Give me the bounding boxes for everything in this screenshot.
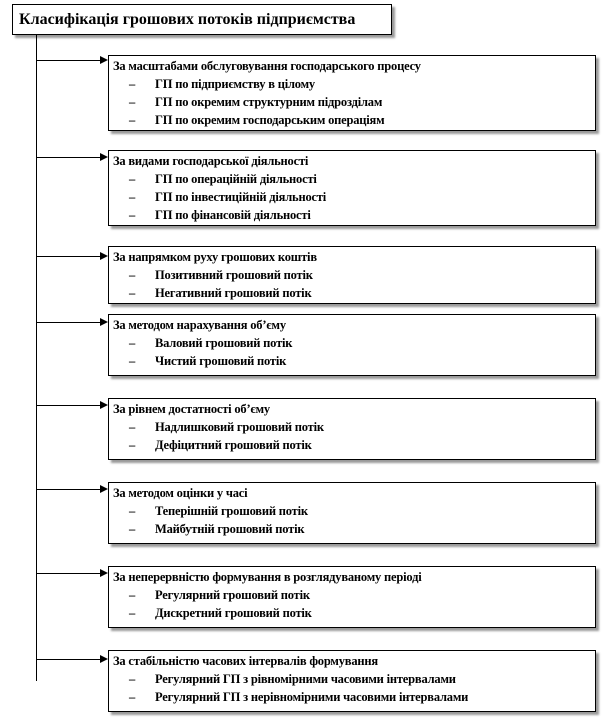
arrow-head-4 — [100, 318, 108, 326]
arrow-head-6 — [100, 485, 108, 493]
arrow-head-5 — [100, 401, 108, 409]
category-item-label: ГП по окремим господарським операціям — [155, 113, 385, 127]
bullet-dash: – — [129, 172, 136, 186]
trunk-line — [36, 35, 37, 681]
category-item-label: Негативний грошовий потік — [155, 286, 312, 300]
category-item-label: ГП по підприємству в цілому — [155, 77, 315, 91]
category-item-label: ГП по окремим структурним підрозділам — [155, 95, 383, 109]
bullet-dash: – — [129, 208, 136, 222]
arrow-head-8 — [100, 655, 108, 663]
bullet-dash: – — [129, 190, 136, 204]
category-title: За неперервністю формування в розглядуваному періоді — [113, 570, 422, 584]
connector-line-3 — [36, 256, 100, 257]
category-item-label: Дефіцитний грошовий потік — [155, 438, 312, 452]
category-item — [113, 436, 591, 454]
category-item-label: Регулярний ГП з нерівномірними часовими інтервалами — [155, 690, 469, 704]
category-item — [113, 93, 591, 111]
category-box-5 — [108, 398, 596, 460]
category-item-label: Регулярний ГП з рівномірними часовими інтервалами — [155, 672, 456, 686]
category-item-label: Теперішній грошовий потік — [155, 504, 308, 518]
category-box-2 — [108, 150, 596, 226]
bullet-dash: – — [129, 113, 136, 127]
category-item — [113, 520, 591, 538]
category-item-label: ГП по інвестиційній діяльності — [155, 190, 327, 204]
category-box-8 — [108, 650, 596, 712]
arrow-head-2 — [100, 153, 108, 161]
arrow-head-3 — [100, 252, 108, 260]
connector-line-1 — [36, 60, 100, 61]
category-item-label: ГП по фінансовій діяльності — [155, 208, 311, 222]
bullet-dash: – — [129, 672, 136, 686]
category-title: За методом нарахування об’єму — [113, 318, 286, 332]
bullet-dash: – — [129, 690, 136, 704]
category-title: За напрямком руху грошових коштів — [113, 250, 317, 264]
connector-line-7 — [36, 573, 100, 574]
category-item — [113, 688, 591, 706]
category-box-4 — [108, 314, 596, 376]
category-item — [113, 206, 591, 224]
category-item-label: ГП по операційній діяльності — [155, 172, 317, 186]
category-title: За рівнем достатності об’єму — [113, 402, 270, 416]
category-title: За методом оцінки у часі — [113, 486, 248, 500]
category-item — [113, 111, 591, 129]
category-item — [113, 284, 591, 302]
bullet-dash: – — [129, 588, 136, 602]
category-item — [113, 75, 591, 93]
category-item-label: Надлишковий грошовий потік — [155, 420, 324, 434]
bullet-dash: – — [129, 95, 136, 109]
bullet-dash: – — [129, 438, 136, 452]
category-item-label: Чистий грошовий потік — [155, 354, 287, 368]
bullet-dash: – — [129, 354, 136, 368]
category-item-label: Майбутній грошовий потік — [155, 522, 305, 536]
bullet-dash: – — [129, 504, 136, 518]
category-item — [113, 266, 591, 284]
bullet-dash: – — [129, 606, 136, 620]
bullet-dash: – — [129, 336, 136, 350]
category-box-1 — [108, 55, 596, 131]
category-item-label: Регулярний грошовий потік — [155, 588, 310, 602]
connector-line-4 — [36, 322, 100, 323]
category-box-3 — [108, 246, 596, 304]
bullet-dash: – — [129, 268, 136, 282]
category-title: За масштабами обслуговування господарського процесу — [113, 59, 421, 73]
category-item — [113, 334, 591, 352]
connector-line-2 — [36, 157, 100, 158]
category-item — [113, 502, 591, 520]
category-item — [113, 418, 591, 436]
connector-line-5 — [36, 405, 100, 406]
category-item-label: Валовий грошовий потік — [155, 336, 293, 350]
category-item — [113, 170, 591, 188]
category-item-label: Дискретний грошовий потік — [155, 606, 312, 620]
category-title: За видами господарської діяльності — [113, 154, 309, 168]
category-box-6 — [108, 482, 596, 544]
category-title: За стабільністю часових інтервалів формування — [113, 654, 378, 668]
category-item-label: Позитивний грошовий потік — [155, 268, 313, 282]
bullet-dash: – — [129, 522, 136, 536]
bullet-dash: – — [129, 420, 136, 434]
category-item — [113, 670, 591, 688]
arrow-head-7 — [100, 569, 108, 577]
category-box-7 — [108, 566, 596, 628]
bullet-dash: – — [129, 286, 136, 300]
arrow-head-1 — [100, 56, 108, 64]
connector-line-6 — [36, 489, 100, 490]
bullet-dash: – — [129, 77, 136, 91]
connector-line-8 — [36, 659, 100, 660]
diagram-title: Класифікація грошових потоків підприємства — [12, 4, 392, 35]
category-item — [113, 604, 591, 622]
category-item — [113, 586, 591, 604]
category-item — [113, 352, 591, 370]
category-item — [113, 188, 591, 206]
